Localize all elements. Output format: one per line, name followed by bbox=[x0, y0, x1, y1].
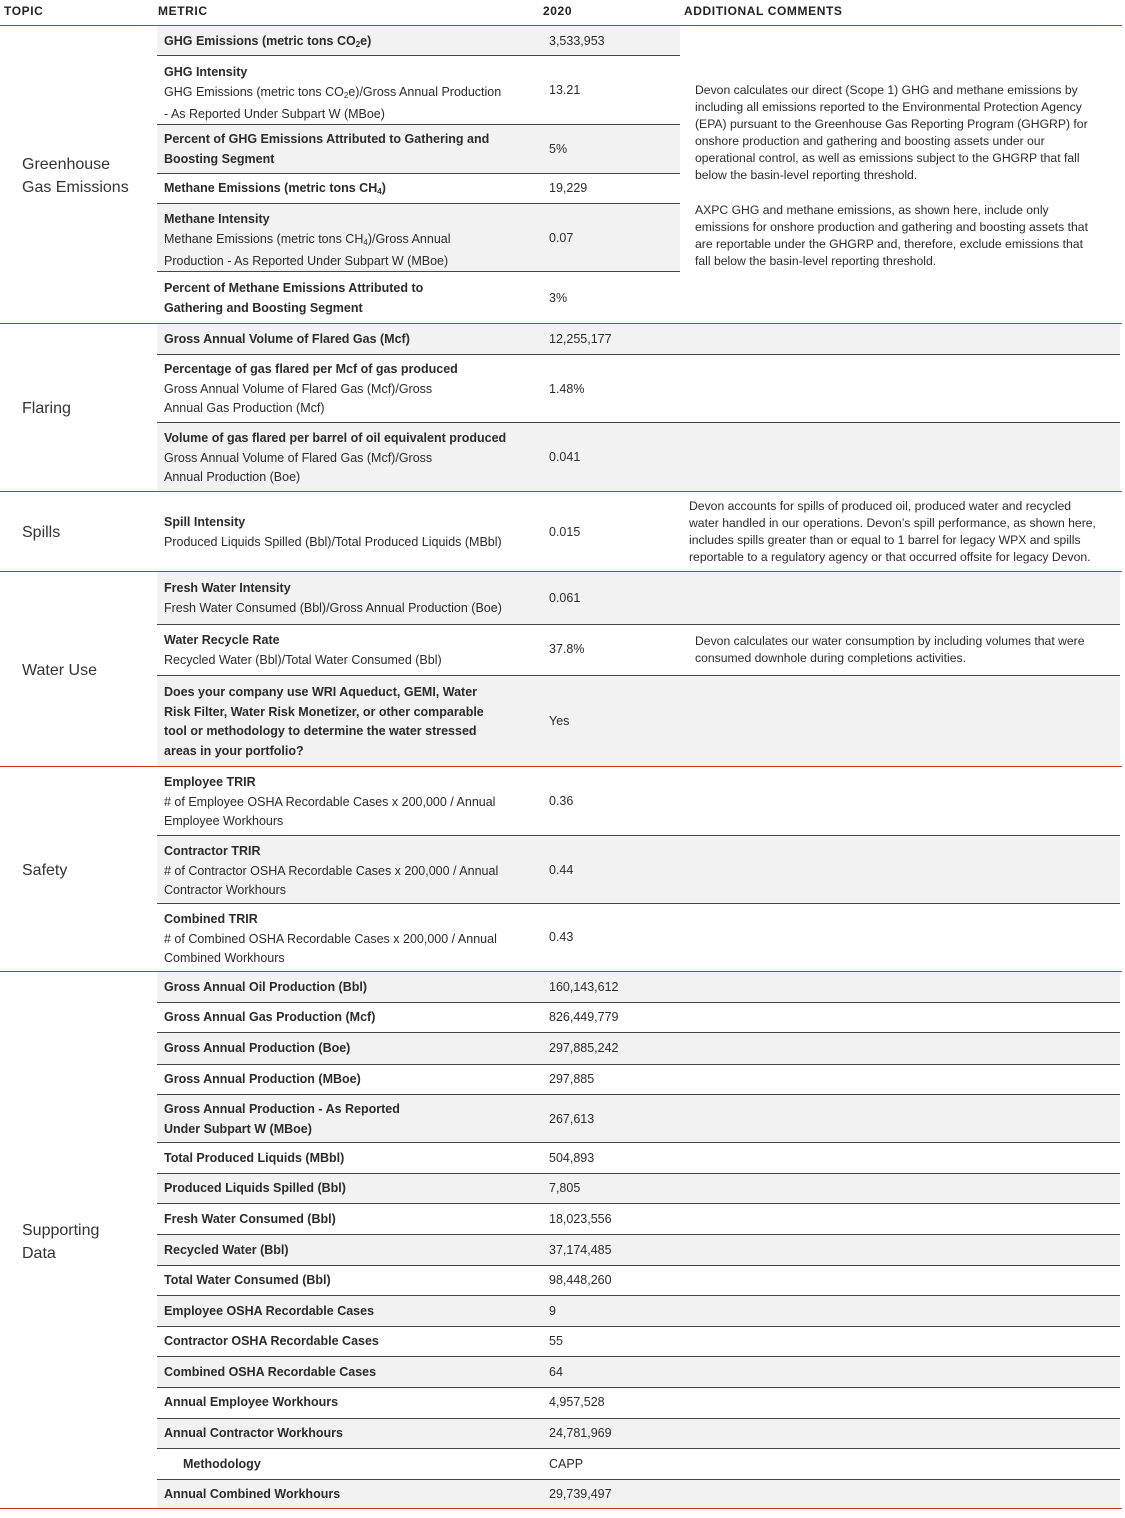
table-row bbox=[157, 1266, 1120, 1296]
metric-label: Gross Annual Production - As Reported Under Subpart W (MBoe) bbox=[164, 1102, 400, 1136]
metric-value: 504,893 bbox=[549, 1151, 595, 1165]
metric-value: 0.44 bbox=[549, 863, 574, 877]
metric-label: Annual Employee Workhours bbox=[164, 1395, 339, 1409]
metric-value: 13.21 bbox=[549, 83, 581, 97]
metric-value: CAPP bbox=[549, 1457, 584, 1471]
table-row bbox=[157, 1388, 1120, 1419]
metric-value: 37,174,485 bbox=[549, 1243, 612, 1257]
topic-ghg: Greenhouse Gas Emissions bbox=[22, 156, 129, 196]
table-row bbox=[157, 1296, 1120, 1327]
metric-label: GHG Intensity GHG Emissions (metric tons $CO_2e$)/Gross Annual Production - As Reported Under Subpart W (MBoe) bbox=[164, 65, 502, 121]
metric-value: 98,448,260 bbox=[549, 1273, 612, 1287]
metric-value: 160,143,612 bbox=[549, 980, 619, 994]
metric-value: 7,805 bbox=[549, 1181, 581, 1195]
metric-value: 3% bbox=[549, 291, 568, 305]
metric-value: 297,885 bbox=[549, 1072, 595, 1086]
metric-value: 64 bbox=[549, 1365, 563, 1379]
table-row bbox=[157, 572, 1120, 625]
metric-value: 0.041 bbox=[549, 450, 581, 464]
metric-label: Methodology bbox=[183, 1457, 261, 1471]
table-row bbox=[157, 272, 680, 323]
metric-label: Methane Intensity Methane Emissions (metric tons $CH_4$)/Gross Annual Production - As Reported Under Subpart W (MBoe) bbox=[164, 212, 451, 268]
metric-label: Percent of GHG Emissions Attributed to Gathering and Boosting Segment bbox=[164, 132, 490, 166]
metric-label: Produced Liquids Spilled (Bbl) bbox=[164, 1181, 346, 1195]
metric-value: 4,957,528 bbox=[549, 1395, 605, 1409]
table-row bbox=[157, 355, 1120, 423]
metric-value: 29,739,497 bbox=[549, 1487, 612, 1501]
divider bbox=[0, 1508, 1122, 1509]
header-comments: ADDITIONAL COMMENTS bbox=[684, 4, 843, 18]
metric-value: 12,255,177 bbox=[549, 332, 612, 346]
metric-value: 24,781,969 bbox=[549, 1426, 612, 1440]
metric-value: 19,229 bbox=[549, 181, 588, 195]
metric-label: Recycled Water (Bbl) bbox=[164, 1243, 289, 1257]
metric-label: Total Produced Liquids (MBbl) bbox=[164, 1151, 345, 1165]
metric-value: 3,533,953 bbox=[549, 34, 605, 48]
topic-water-use: Water Use bbox=[22, 662, 97, 679]
metric-label: Methane Emissions (metric tons $CH_4$) bbox=[164, 181, 386, 196]
metric-label: Annual Combined Workhours bbox=[164, 1487, 341, 1501]
table-row bbox=[157, 836, 1120, 904]
spills-comment: Devon accounts for spills of produced oil, produced water and recycled water handled in our operations. Devon’s spill performance, as shown here, includes spills greater than or equal to 1 barrel for legacy WPX and spills reportable to a regulatory agency or that occurred offsite for legacy Devon. bbox=[689, 499, 1096, 564]
metric-label: GHG Emissions (metric tons $CO_2e$) bbox=[164, 34, 372, 49]
table-row bbox=[157, 1143, 1120, 1174]
table-row bbox=[157, 1174, 1120, 1204]
table-row bbox=[157, 1480, 1120, 1508]
ghg-comment-1: Devon calculates our direct (Scope 1) GHG and methane emissions by including all emissions reported to the Environmental Protection Agency (EPA) pursuant to the Greenhouse Gas Reporting Program (GHGRP) for onshore production and gathering and boosting assets under our operational control, as well as emissions subject to the GHGRP that fall below the basin-level reporting threshold. bbox=[695, 83, 1088, 182]
metric-label: Percentage of gas flared per Mcf of gas produced Gross Annual Volume of Flared Gas (Mcf)/Gross Annual Gas Production (Mcf) bbox=[164, 362, 458, 415]
table-row bbox=[157, 125, 680, 174]
metric-label: Gross Annual Production (MBoe) bbox=[164, 1072, 361, 1086]
header-year: 2020 bbox=[543, 4, 573, 18]
metric-value: 0.015 bbox=[549, 525, 581, 539]
metric-value: 267,613 bbox=[549, 1112, 595, 1126]
metric-value: 826,449,779 bbox=[549, 1010, 619, 1024]
topic-safety: Safety bbox=[22, 862, 68, 879]
metric-value: 1.48% bbox=[549, 382, 585, 396]
metric-label: Does your company use WRI Aqueduct, GEMI, Water Risk Filter, Water Risk Monetizer, or other comparable tool or methodology to determine the water stressed areas in your portfolio? bbox=[164, 685, 484, 758]
table-row bbox=[157, 1065, 1120, 1095]
metric-label: Spill Intensity Produced Liquids Spilled (Bbl)/Total Produced Liquids (MBbl) bbox=[164, 515, 502, 549]
table-row bbox=[157, 1449, 1120, 1480]
metric-label: Gross Annual Oil Production (Bbl) bbox=[164, 980, 368, 994]
table-row bbox=[157, 767, 1120, 836]
table-row bbox=[157, 492, 680, 571]
table-header bbox=[0, 0, 1125, 24]
metric-label: Contractor TRIR # of Contractor OSHA Recordable Cases x 200,000 / Annual Contractor Workhours bbox=[164, 844, 499, 897]
metric-label: Water Recycle Rate Recycled Water (Bbl)/Total Water Consumed (Bbl) bbox=[164, 633, 442, 667]
table-row bbox=[157, 904, 1120, 971]
table-row bbox=[157, 676, 1120, 766]
table-row bbox=[157, 1204, 1120, 1235]
metric-value: 37.8% bbox=[549, 642, 585, 656]
metric-value: 0.36 bbox=[549, 794, 574, 808]
metric-label: Fresh Water Intensity Fresh Water Consumed (Bbl)/Gross Annual Production (Boe) bbox=[164, 581, 502, 615]
table-row bbox=[157, 324, 1120, 355]
metric-label: Percent of Methane Emissions Attributed to Gathering and Boosting Segment bbox=[164, 281, 424, 315]
table-row bbox=[157, 1235, 1120, 1266]
topic-supporting-data: Supporting Data bbox=[22, 1222, 100, 1262]
metric-label: Combined TRIR # of Combined OSHA Recordable Cases x 200,000 / Annual Combined Workhours bbox=[164, 912, 497, 965]
table-row bbox=[157, 423, 1120, 491]
metric-label: Annual Contractor Workhours bbox=[164, 1426, 343, 1440]
table-row bbox=[157, 1003, 1120, 1033]
table-row bbox=[157, 26, 680, 56]
metric-label: Employee OSHA Recordable Cases bbox=[164, 1304, 375, 1318]
metric-label: Gross Annual Volume of Flared Gas (Mcf) bbox=[164, 332, 410, 346]
metric-label: Combined OSHA Recordable Cases bbox=[164, 1365, 377, 1379]
metric-value: 0.43 bbox=[549, 930, 574, 944]
topic-flaring: Flaring bbox=[22, 400, 71, 417]
topic-spills: Spills bbox=[22, 524, 61, 541]
metric-label: Gross Annual Production (Boe) bbox=[164, 1041, 351, 1055]
table-row bbox=[157, 1419, 1120, 1449]
metric-value: 55 bbox=[549, 1334, 563, 1348]
table-row bbox=[157, 1033, 1120, 1065]
metric-value: 9 bbox=[549, 1304, 556, 1318]
table-row bbox=[157, 1357, 1120, 1388]
table-row bbox=[157, 972, 1120, 1003]
metric-value: 0.061 bbox=[549, 591, 581, 605]
metric-value: Yes bbox=[549, 714, 570, 728]
metric-label: Contractor OSHA Recordable Cases bbox=[164, 1334, 379, 1348]
table-row bbox=[157, 1327, 1120, 1357]
table-row bbox=[157, 1095, 1120, 1143]
metric-label: Employee TRIR # of Employee OSHA Recordable Cases x 200,000 / Annual Employee Workhours bbox=[164, 775, 496, 828]
metric-label: Gross Annual Gas Production (Mcf) bbox=[164, 1010, 376, 1024]
metric-value: 0.07 bbox=[549, 231, 574, 245]
table-row bbox=[157, 56, 680, 125]
ghg-comment-2: AXPC GHG and methane emissions, as shown here, include only emissions for onshore production and gathering and boosting assets that are reportable under the GHGRP and, therefore, exclude emissions that fall below the basin-level reporting threshold. bbox=[695, 203, 1088, 268]
table-row bbox=[157, 174, 680, 204]
metric-label: Fresh Water Consumed (Bbl) bbox=[164, 1212, 336, 1226]
metric-value: 297,885,242 bbox=[549, 1041, 619, 1055]
table-row bbox=[157, 204, 680, 272]
metric-value: 5% bbox=[549, 142, 568, 156]
metric-label: Volume of gas flared per barrel of oil equivalent produced Gross Annual Volume of Flared Gas (Mcf)/Gross Annual Production (Boe) bbox=[164, 431, 507, 484]
metric-label: Total Water Consumed (Bbl) bbox=[164, 1273, 331, 1287]
water-comment: Devon calculates our water consumption by including volumes that were consumed downhole during completions activities. bbox=[695, 634, 1085, 665]
header-topic: TOPIC bbox=[4, 4, 44, 18]
header-metric: METRIC bbox=[158, 4, 208, 18]
metric-value: 18,023,556 bbox=[549, 1212, 612, 1226]
